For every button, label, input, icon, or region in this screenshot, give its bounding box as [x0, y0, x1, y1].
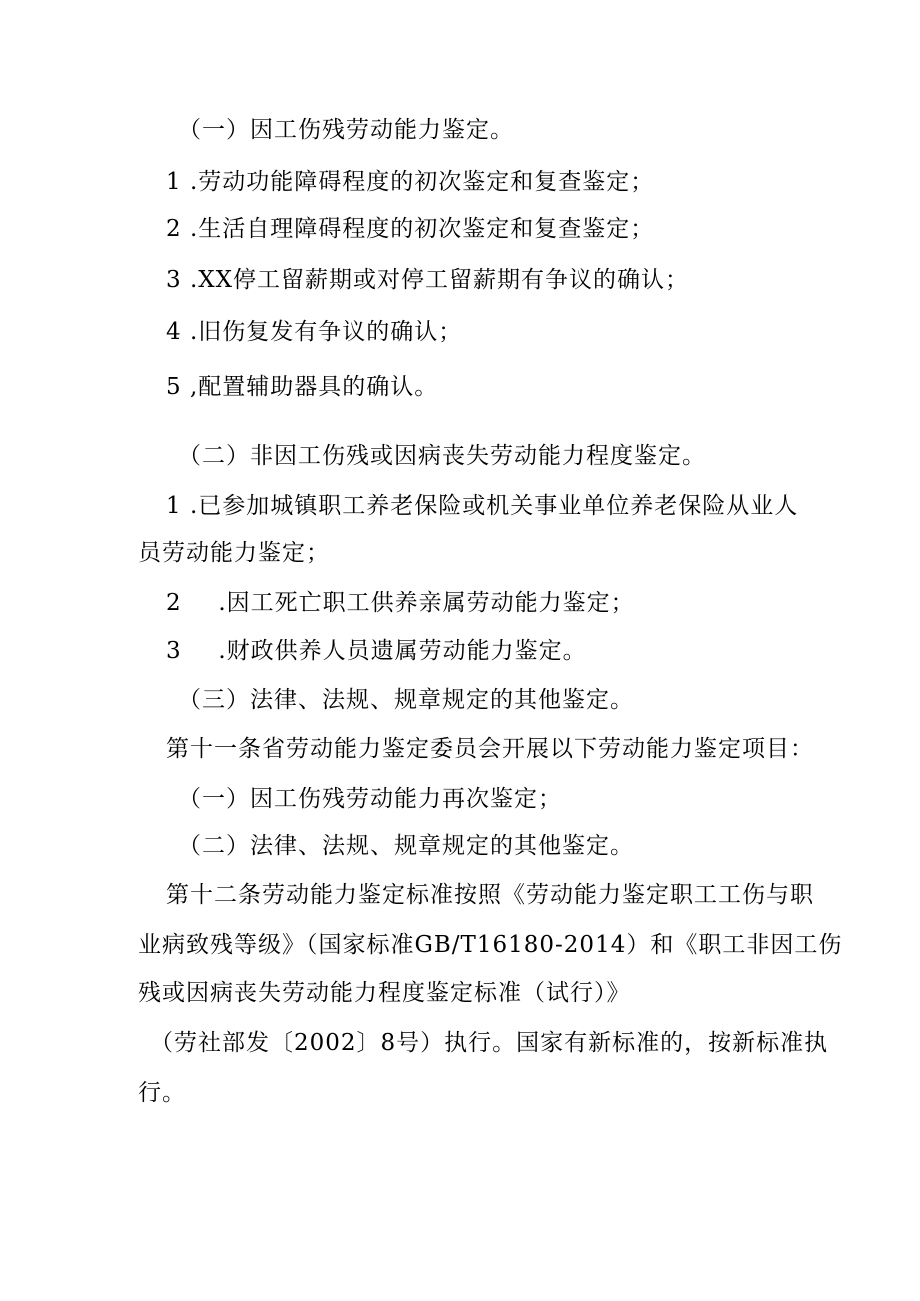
section-1-heading: （一）因工伤残劳动能力鉴定。 — [178, 117, 514, 143]
item-number: 1 — [166, 169, 182, 195]
section-1-item-1 — [166, 166, 654, 198]
item-text: .因工死亡职工供养亲属劳动能力鉴定； — [218, 590, 635, 616]
item-number: 3 — [166, 638, 182, 664]
item-text: .旧伤复发有争议的确认； — [189, 319, 463, 345]
item-number: 5 — [166, 374, 182, 400]
section-3-heading: （三）法律、法规、规章规定的其他鉴定。 — [178, 687, 634, 713]
section-1-item-2 — [166, 213, 654, 245]
article-12-line-1: 第十二条劳动能力鉴定标准按照《劳动能力鉴定职工工伤与职 — [166, 882, 814, 908]
section-1-item-4 — [166, 316, 462, 348]
item-text: ,配置辅助器具的确认。 — [189, 374, 439, 400]
section-2-item-2 — [166, 587, 635, 619]
article-12-line-3: 残或因病丧失劳动能力程度鉴定标准（试行）》 — [138, 980, 631, 1006]
item-text: .财政供养人员遗属劳动能力鉴定。 — [218, 638, 587, 664]
section-2-item-3 — [166, 635, 587, 667]
section-1-item-3 — [166, 264, 689, 296]
article-12-line-5: 行。 — [138, 1080, 186, 1106]
article-11-item-1: （一）因工伤残劳动能力再次鉴定； — [178, 786, 562, 812]
item-number: 4 — [166, 319, 182, 345]
article-11-text: 第十一条省劳动能力鉴定委员会开展以下劳动能力鉴定项目： — [166, 736, 814, 762]
article-12-line-2: 业病致残等级》（国家标准GB/T16180-2014）和《职工非因工伤 — [138, 932, 843, 958]
item-number: 2 — [166, 216, 182, 242]
article-12-line-4: （劳社部发〔2002〕8号）执行。国家有新标准的，按新标准执 — [150, 1030, 829, 1056]
section-2-item-1-line-2: 员劳动能力鉴定； — [138, 540, 330, 566]
item-number: 1 — [166, 493, 182, 519]
item-text: .XX停工留薪期或对停工留薪期有争议的确认； — [189, 267, 690, 293]
section-2-heading: （二）非因工伤残或因病丧失劳动能力程度鉴定。 — [178, 443, 706, 469]
item-number: 3 — [166, 267, 182, 293]
section-1-item-5 — [166, 371, 438, 403]
section-2-item-1-line-1 — [166, 490, 798, 522]
item-text: .劳动功能障碍程度的初次鉴定和复查鉴定； — [189, 169, 655, 195]
item-text: .已参加城镇职工养老保险或机关事业单位养老保险从业人 — [189, 493, 799, 519]
item-text: .生活自理障碍程度的初次鉴定和复查鉴定； — [189, 216, 655, 242]
article-11-item-2: （二）法律、法规、规章规定的其他鉴定。 — [178, 833, 634, 859]
item-number: 2 — [166, 590, 182, 616]
